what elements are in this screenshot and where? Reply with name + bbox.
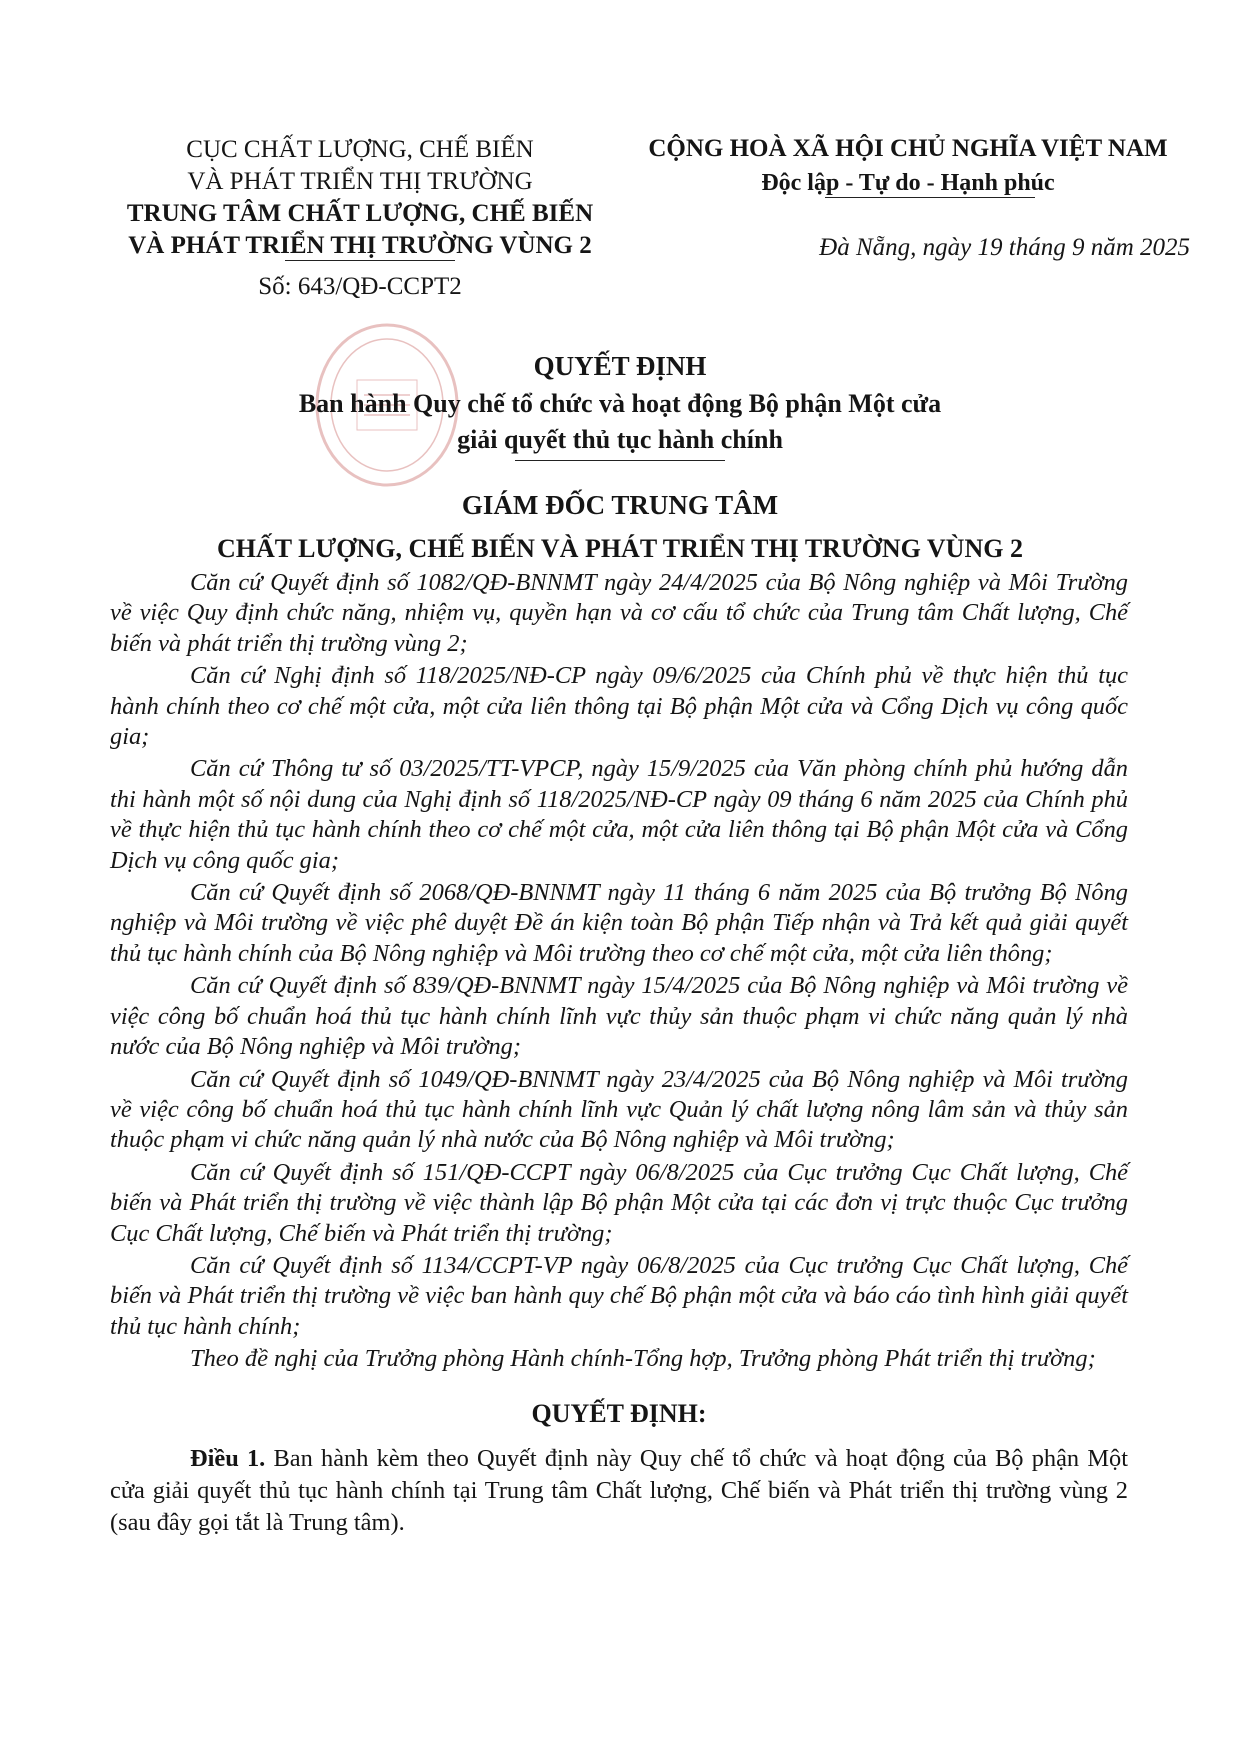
motto-underline — [825, 197, 1035, 198]
subject-underline — [515, 460, 725, 461]
national-motto: Độc lập - Tự do - Hạnh phúc — [761, 170, 1055, 196]
legal-basis-item: Căn cứ Nghị định số 118/2025/NĐ-CP ngày 09/6/2025 của Chính phủ về thực hiện thủ tục hành chính theo cơ chế một cửa, một cửa liên thông tại Bộ phận Một cửa và Cổng Dịch vụ công quốc gia; — [110, 662, 1128, 751]
legal-basis-item: Căn cứ Quyết định số 839/QĐ-BNNMT ngày 15/4/2025 của Bộ Nông nghiệp và Môi trường về việc công bố chuẩn hoá thủ tục hành chính lĩnh vực thủy sản thuộc phạm vi chức năng quản lý nhà nước của Bộ Nông nghiệp và Môi trường; — [110, 972, 1128, 1061]
article-1-text: Ban hành kèm theo Quyết định này Quy chế tổ chức và hoạt động của Bộ phận Một cửa giải quyết thủ tục hành chính tại Trung tâm Chất lượng, Chế biến và Phát triển thị trường vùng 2 (sau đây gọi tắt là Trung tâm). — [110, 1444, 1128, 1536]
legal-basis-item: Theo đề nghị của Trưởng phòng Hành chính-Tổng hợp, Trưởng phòng Phát triển thị trường; — [190, 1345, 1096, 1373]
article-1 — [110, 1443, 1128, 1539]
authority-title-line-1: GIÁM ĐỐC TRUNG TÂM — [461, 490, 779, 520]
legal-basis-item: Căn cứ Thông tư số 03/2025/TT-VPCP, ngày 15/9/2025 của Văn phòng chính phủ hướng dẫn thi hành một số nội dung của Nghị định số 118/2025/NĐ-CP ngày 09 tháng 6 năm 2025 của Chính phủ về thực hiện thủ tục hành chính theo cơ chế một cửa, một cửa liên thông tại Bộ phận Một cửa và Cổng Dịch vụ công quốc gia; — [110, 755, 1128, 874]
place-and-date: Đà Nẵng, ngày 19 tháng 9 năm 2025 — [819, 234, 1190, 261]
legal-basis-item: Căn cứ Quyết định số 151/QĐ-CCPT ngày 06/8/2025 của Cục trưởng Cục Chất lượng, Chế biến và Phát triển thị trường về việc thành lập Bộ phận Một cửa tại các đơn vị trực thuộc Cục trưởng Cục Chất lượng, Chế biến và Phát triển thị trường; — [110, 1158, 1128, 1247]
authority-title-line-2: CHẤT LƯỢNG, CHẾ BIẾN VÀ PHÁT TRIỂN THỊ TRƯỜNG VÙNG 2 — [217, 534, 1023, 563]
document-type-title: QUYẾT ĐỊNH — [533, 351, 707, 381]
decision-title-block — [150, 346, 1090, 569]
national-title-block — [618, 132, 1198, 198]
decision-subject-line-2: giải quyết thủ tục hành chính — [457, 425, 783, 454]
article-1-label: Điều 1. — [190, 1444, 266, 1472]
decision-heading: QUYẾT ĐỊNH: — [531, 1398, 707, 1428]
legal-basis-item: Căn cứ Quyết định số 2068/QĐ-BNNMT ngày 11 tháng 6 năm 2025 của Bộ trưởng Bộ Nông nghiệp và Môi trường về việc phê duyệt Đề án kiện toàn Bộ phận Tiếp nhận và Trả kết quả giải quyết thủ tục hành chính của Bộ Nông nghiệp và Môi trường theo cơ chế một cửa, một cửa liên thông; — [110, 879, 1128, 967]
document-body — [110, 568, 1128, 1539]
issuing-agency-block — [110, 134, 610, 303]
issuing-unit-line-1: TRUNG TÂM CHẤT LƯỢNG, CHẾ BIẾN — [126, 200, 594, 227]
agency-underline — [285, 260, 455, 261]
nation-name: CỘNG HOÀ XÃ HỘI CHỦ NGHĨA VIỆT NAM — [648, 135, 1168, 162]
parent-agency-line-2: VÀ PHÁT TRIỂN THỊ TRƯỜNG — [187, 168, 533, 195]
issuing-unit-line-2: VÀ PHÁT TRIỂN THỊ TRƯỜNG VÙNG 2 — [128, 232, 592, 259]
parent-agency-line-1: CỤC CHẤT LƯỢNG, CHẾ BIẾN — [186, 136, 534, 163]
legal-basis-item: Căn cứ Quyết định số 1049/QĐ-BNNMT ngày 23/4/2025 của Bộ Nông nghiệp và Môi trường về việc công bố chuẩn hoá thủ tục hành chính lĩnh vực Quản lý chất lượng nông lâm sản và thủy sản thuộc phạm vi chức năng quản lý nhà nước của Bộ Nông nghiệp và Môi trường; — [110, 1065, 1128, 1154]
decision-subject-line-1: Ban hành Quy chế tổ chức và hoạt động Bộ phận Một cửa — [298, 389, 942, 418]
legal-basis-item: Căn cứ Quyết định số 1134/CCPT-VP ngày 06/8/2025 của Cục trưởng Cục Chất lượng, Chế biến và Phát triển thị trường về việc ban hành quy chế Bộ phận một cửa và báo cáo tình hình giải quyết thủ tục hành chính; — [110, 1251, 1128, 1340]
legal-basis-list — [110, 568, 1128, 1375]
document-number: Số: 643/QĐ-CCPT2 — [258, 273, 462, 300]
legal-basis-item: Căn cứ Quyết định số 1082/QĐ-BNNMT ngày 24/4/2025 của Bộ Nông nghiệp và Môi Trường về việc Quy định chức năng, nhiệm vụ, quyền hạn và cơ cấu tổ chức của Trung tâm Chất lượng, Chế biến và phát triển thị trường vùng 2; — [110, 569, 1128, 657]
